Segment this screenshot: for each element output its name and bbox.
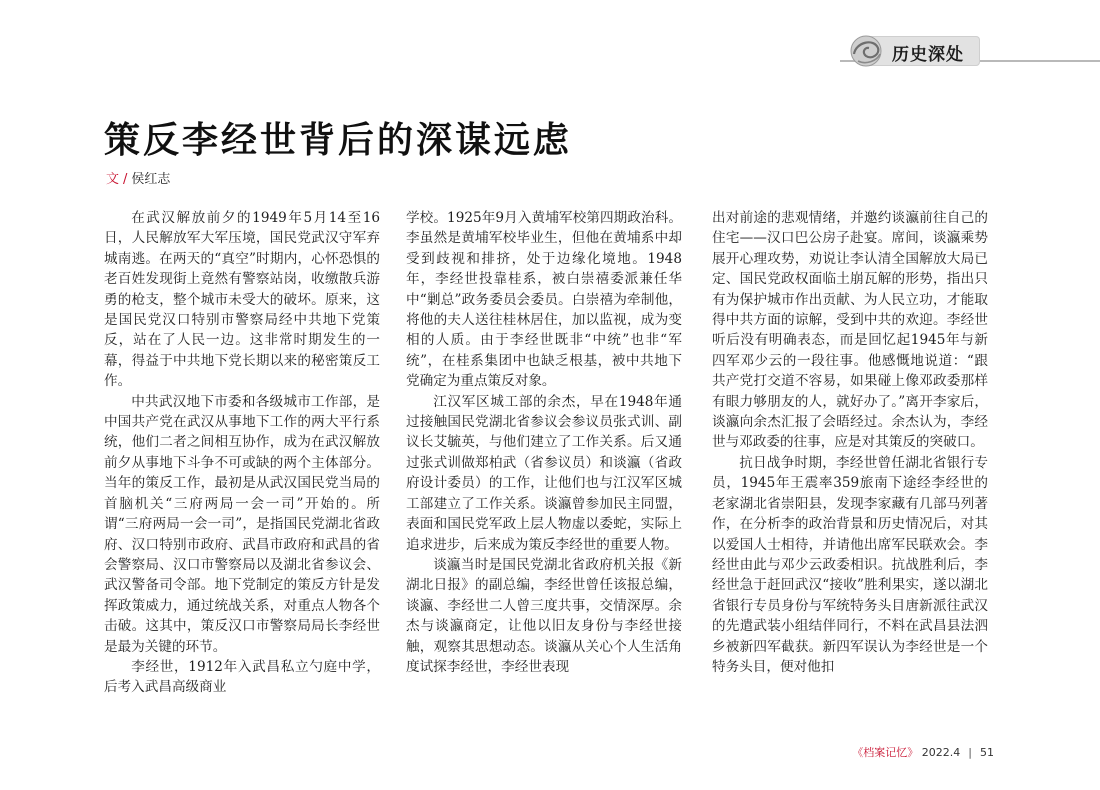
swirl-emblem-icon: [844, 34, 892, 70]
text-column-2: [406, 208, 682, 677]
text-column-3: [712, 208, 988, 677]
article-title: 策反李经世背后的深谋远虑: [104, 119, 573, 161]
footer-issue: 2022.4: [921, 746, 961, 759]
byline: [106, 168, 170, 187]
paragraph: 学校。1925年9月入黄埔军校第四期政治科。李虽然是黄埔军校毕业生，但他在黄埔系中却受到歧视和排挤，处于边缘化境地。1948年，李经世投靠桂系，被白崇禧委派兼任华中“剿总”政务委员会委员。白崇禧为牵制他，将他的夫人送往桂林居住，加以监视，成为变相的人质。由于李经世既非“中统”也非“军统”，在桂系集团中也缺乏根基，被中共地下党确定为重点策反对象。: [406, 210, 682, 390]
footer-magazine: 《档案记忆》: [852, 746, 919, 759]
paragraph: 在武汉解放前夕的1949年5月14至16日，人民解放军大军压境，国民党武汉守军弃城南逃。在两天的“真空”时期内，心怀恐惧的老百姓发现街上竟然有警察站岗，收缴散兵游勇的枪支，整个城市未受大的破坏。原来，这是国民党汉口特别市警察局经中共地下党策反，站在了人民一边。这非常时期发生的一幕，得益于中共地下党长期以来的秘密策反工作。: [104, 210, 380, 390]
paragraph: 出对前途的悲观情绪，并邀约谈瀛前往自己的住宅——汉口巴公房子赴宴。席间，谈瀛乘势展开心理攻势，劝说让李认清全国解放大局已定、国民党政权面临土崩瓦解的形势，指出只有为保护城市作出贡献、为人民立功，才能取得中共方面的谅解，受到中共的欢迎。李经世听后没有明确表态，而是回忆起1945年与新四军邓少云的一段往事。他感慨地说道：“跟共产党打交道不容易，如果碰上像邓政委那样有眼力够朋友的人，就好办了。”离开李家后，谈瀛向余杰汇报了会晤经过。余杰认为，李经世与邓政委的往事，应是对其策反的突破口。: [712, 210, 988, 451]
byline-prefix: 文: [106, 172, 120, 187]
byline-author: 侯红志: [131, 172, 171, 187]
paragraph: 抗日战争时期，李经世曾任湖北省银行专员，1945年王震率359旅南下途经李经世的老家湖北省崇阳县，发现李家藏有几部马列著作，在分析李的政治背景和历史情况后，对其以爱国人士相待，并请他出席军民联欢会。李经世由此与邓少云政委相识。抗战胜利后，李经世急于赶回武汉“接收”胜利果实，遂以湖北省银行专员身份与军统特务头目唐新派往武汉的先遣武装小组结伴同行，不料在武昌县法泗乡被新四军截获。新四军误认为李经世是一个特务头目，便对他扣: [712, 454, 988, 675]
paragraph: 中共武汉地下市委和各级城市工作部，是中国共产党在武汉从事地下工作的两大平行系统，他们二者之间相互协作，成为在武汉解放前夕从事地下斗争不可或缺的两个主体部分。当年的策反工作，最初是从武汉国民党当局的首脑机关“三府两局一会一司”开始的。所谓“三府两局一会一司”，是指国民党湖北省政府、汉口特别市政府、武昌市政府和武昌的省会警察局、汉口市警察局以及湖北省参议会、武汉警备司令部。地下党制定的策反方针是发挥政策威力，通过统战关系，对重点人物各个击破。这其中，策反汉口市警察局局长李经世是最为关键的环节。: [104, 393, 380, 655]
paragraph: 江汉军区城工部的余杰，早在1948年通过接触国民党湖北省参议会参议员张式训、副议长艾毓英，与他们建立了工作关系。后又通过张式训做郑柏武（省参议员）和谈瀛（省政府设计委员）的工作，让他们也与江汉军区城工部建立了工作关系。谈瀛曾参加民主同盟，表面和国民党军政上层人物虚以委蛇，实际上追求进步，后来成为策反李经世的重要人物。: [406, 393, 682, 553]
section-tag-label: 历史深处: [892, 45, 964, 65]
text-column-1: [104, 208, 380, 698]
byline-slash: /: [123, 172, 128, 187]
paragraph: 李经世，1912年入武昌私立勺庭中学，后考入武昌高级商业: [104, 658, 380, 696]
page-number: 51: [980, 746, 994, 759]
section-tag: [840, 34, 1100, 70]
paragraph: 谈瀛当时是国民党湖北省政府机关报《新湖北日报》的副总编，李经世曾任该报总编，谈瀛、李经世二人曾三度共事，交情深厚。余杰与谈瀛商定，让他以旧友身份与李经世接触，观察其思想动态。谈瀛从关心个人生活角度试探李经世，李经世表现: [406, 556, 682, 675]
footer-separator: |: [968, 746, 972, 759]
page-footer: [852, 744, 994, 760]
